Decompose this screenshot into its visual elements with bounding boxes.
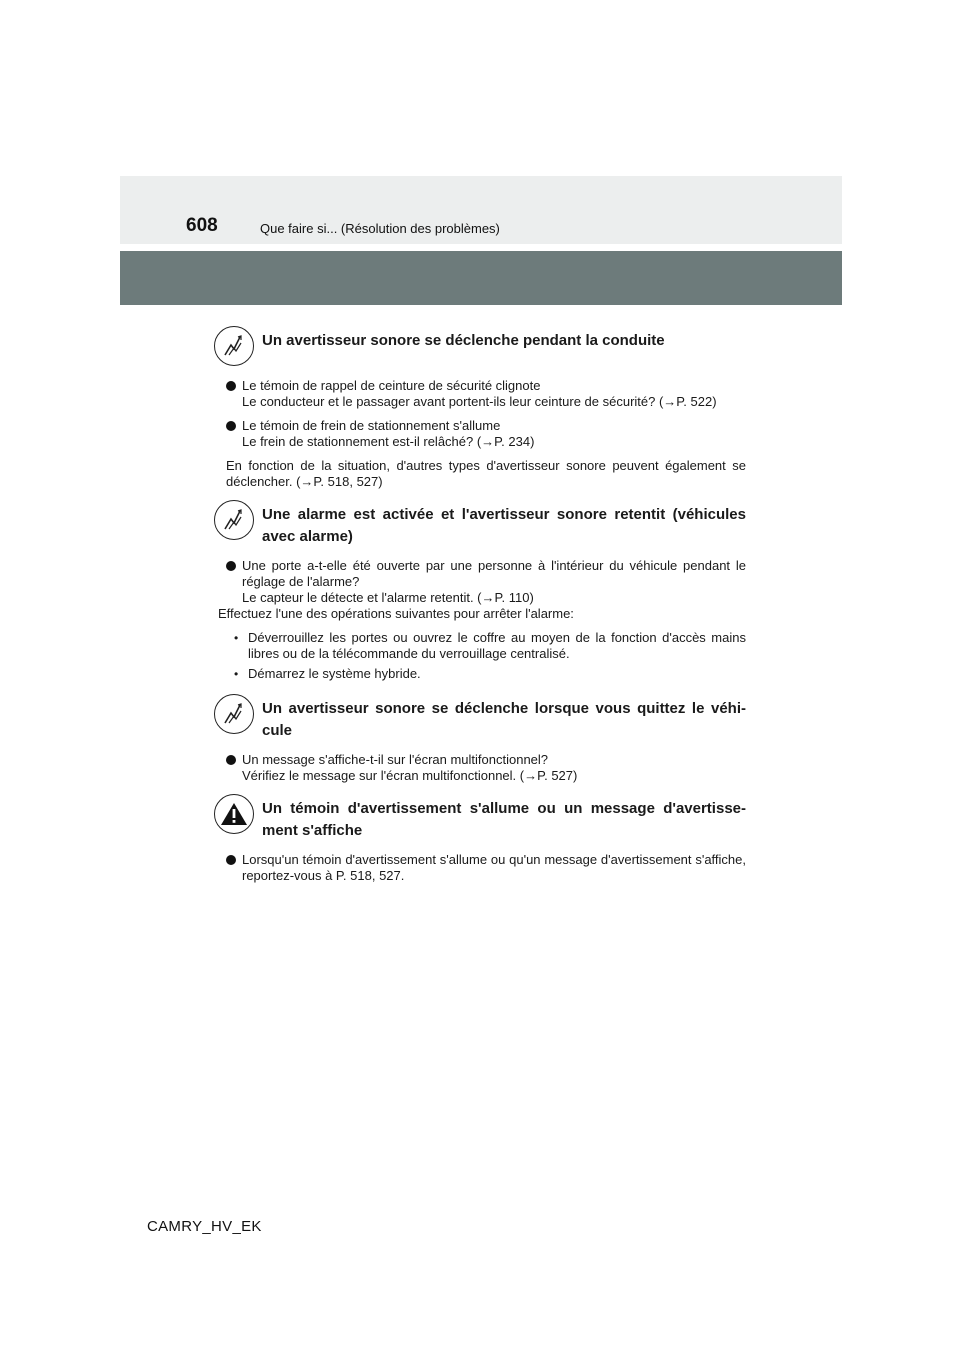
list-item <box>226 558 746 606</box>
section-heading <box>226 498 746 548</box>
section-note: Effectuez l'une des opérations suivantes pour arrêter l'alarme: <box>218 606 574 621</box>
bullet-line: Le témoin de rappel de ceinture de sécurité clignote <box>242 378 541 393</box>
section-title: Un avertisseur sonore se déclenche lorsque vous quittez le véhi-cule <box>262 700 746 739</box>
document-code: CAMRY_HV_EK <box>147 1218 262 1235</box>
section-title: Un témoin d'avertissement s'allume ou un message d'avertisse-ment s'affiche <box>262 800 746 839</box>
bullet-line: Le frein de stationnement est-il relâché? (→P. 234) <box>242 434 535 449</box>
section-band <box>120 251 842 305</box>
list-item <box>226 752 746 784</box>
sub-item: • Démarrez le système hybride. <box>232 666 746 682</box>
bullet-line: Le capteur le détecte et l'alarme retentit. (→P. 110) <box>242 590 534 605</box>
page-content <box>218 324 746 892</box>
running-title: Que faire si... (Résolution des problèmes) <box>260 221 500 236</box>
section-buzzer-leaving <box>226 692 746 784</box>
section-buzzer-driving <box>226 324 746 490</box>
section-title: Une alarme est activée et l'avertisseur sonore retentit (véhicules avec alarme) <box>262 506 746 545</box>
section-heading <box>226 792 746 842</box>
section-heading <box>226 692 746 742</box>
warning-buzzer-icon <box>214 326 254 366</box>
warning-buzzer-icon <box>214 500 254 540</box>
list-item <box>226 852 746 884</box>
section-alarm <box>218 498 746 682</box>
section-warning-light <box>226 792 746 884</box>
section-heading <box>226 324 746 368</box>
page-number: 608 <box>186 215 218 236</box>
bullet-line: Le témoin de frein de stationnement s'allume <box>242 418 501 433</box>
sub-item: • Déverrouillez les portes ou ouvrez le coffre au moyen de la fonction d'accès mains libres ou de la télécommande du verrouillage centralisé. <box>232 630 746 662</box>
bullet-line: Une porte a-t-elle été ouverte par une personne à l'intérieur du véhicule pendant le réglage de l'alarme? <box>242 558 746 589</box>
list-item <box>226 418 746 450</box>
list-item <box>226 378 746 410</box>
warning-buzzer-icon <box>214 694 254 734</box>
bullet-line: Un message s'affiche-t-il sur l'écran multifonctionnel? <box>242 752 549 767</box>
bullet-line: Vérifiez le message sur l'écran multifonctionnel. (→P. 527) <box>242 768 578 783</box>
section-title: Un avertisseur sonore se déclenche pendant la conduite <box>262 332 665 349</box>
bullet-line: Lorsqu'un témoin d'avertissement s'allume ou qu'un message d'avertissement s'affiche, reportez-vous à P. 518, 527. <box>242 852 746 883</box>
warning-triangle-icon <box>214 794 254 834</box>
section-note: En fonction de la situation, d'autres types d'avertisseur sonore peuvent également se déclencher. (→P. 518, 527) <box>226 458 746 489</box>
bullet-line: Le conducteur et le passager avant portent-ils leur ceinture de sécurité? (→P. 522) <box>242 394 717 409</box>
